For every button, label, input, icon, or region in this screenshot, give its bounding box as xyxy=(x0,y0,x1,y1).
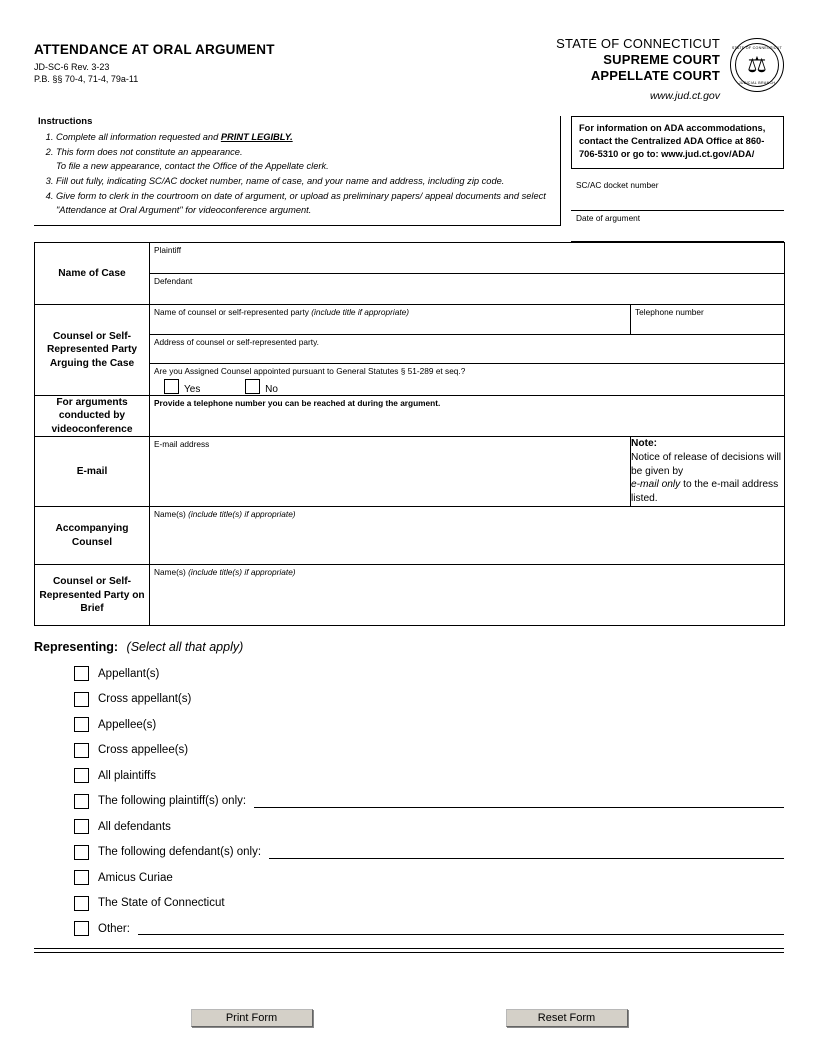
footer-divider xyxy=(34,948,784,953)
instruction-emphasis: PRINT LEGIBLY. xyxy=(220,131,293,142)
print-form-button[interactable]: Print Form xyxy=(191,1009,313,1027)
plaintiffs-fill-line[interactable] xyxy=(254,795,784,808)
videoconference-prompt: Provide a telephone number you can be reached at during the argument. xyxy=(154,398,441,409)
instruction-item-3: 3. Fill out fully, indicating SC/AC docket number, name of case, and your name and address, including zip code. xyxy=(56,174,554,188)
label-counsel-on-brief: Counsel or Self-Represented Party on Brief xyxy=(35,565,150,626)
judicial-seal-icon xyxy=(730,38,784,92)
accompanying-counsel-label: Name(s) (include title(s) if appropriate) xyxy=(154,509,296,520)
form-header xyxy=(34,36,784,102)
scales-of-justice-icon: ⚖ xyxy=(747,52,767,77)
checkbox-icon[interactable] xyxy=(74,896,89,911)
checkbox-icon[interactable] xyxy=(74,921,89,936)
table-row-accompanying-counsel xyxy=(35,507,785,565)
label-name-of-case: Name of Case xyxy=(35,243,150,305)
list-item[interactable] xyxy=(74,921,784,936)
plaintiff-label: Plaintiff xyxy=(154,245,182,256)
assigned-counsel-question xyxy=(150,364,785,396)
website-url: www.jud.ct.gov xyxy=(649,89,720,102)
instruction-item-2 xyxy=(56,145,554,173)
email-note-title: Note: xyxy=(631,437,658,449)
checkbox-icon[interactable] xyxy=(74,692,89,707)
instruction-item-2-sub: To file a new appearance, contact the Office of the Appellate clerk. xyxy=(56,160,329,171)
header-left xyxy=(34,36,275,85)
representing-title: Representing: xyxy=(34,640,119,655)
page-title: ATTENDANCE AT ORAL ARGUMENT xyxy=(34,42,275,57)
list-item[interactable] xyxy=(74,794,784,809)
option-label: Cross appellant(s) xyxy=(98,693,192,706)
checkbox-icon[interactable] xyxy=(74,743,89,758)
checkbox-icon[interactable] xyxy=(74,666,89,681)
option-label: The following plaintiff(s) only: xyxy=(98,795,247,808)
checkbox-icon[interactable] xyxy=(164,379,179,394)
seal-top-text: STATE OF CONNECTICUT xyxy=(731,45,783,50)
instructions-row xyxy=(34,116,784,243)
assigned-counsel-label: Are you Assigned Counsel appointed pursuant to General Statutes § 51-289 et seq.? xyxy=(154,366,466,377)
label-accompanying-counsel: Accompanying Counsel xyxy=(35,507,150,565)
table-row-counsel-name xyxy=(35,305,785,335)
instructions-title: Instructions xyxy=(38,115,93,127)
plaintiff-field[interactable] xyxy=(150,243,785,274)
defendant-label: Defendant xyxy=(154,276,193,287)
header-right-column xyxy=(561,116,784,243)
instructions-list xyxy=(34,130,554,218)
option-label: Cross appellee(s) xyxy=(98,744,189,757)
ada-notice: For information on ADA accommodations, contact the Centralized ADA Office at 860-706-5310 or go to: www.jud.ct.gov/ADA/ xyxy=(571,116,784,170)
defendants-fill-line[interactable] xyxy=(269,846,784,859)
counsel-phone-value xyxy=(631,317,784,319)
counsel-address-label: Address of counsel or self-represented party. xyxy=(154,337,319,348)
list-item[interactable] xyxy=(74,819,784,834)
label-email: E-mail xyxy=(35,436,150,506)
assigned-counsel-no-label: No xyxy=(265,384,278,396)
checkbox-icon[interactable] xyxy=(74,768,89,783)
email-note-text-2: to the e-mail address listed. xyxy=(631,479,779,505)
instruction-item-4: 4. Give form to clerk in the courtroom on date of argument, or upload as preliminary papers/ appeal documents and select "Attendance at Oral Argument" for videoconference argument. xyxy=(56,189,554,217)
checkbox-icon[interactable] xyxy=(74,870,89,885)
docket-number-label: SC/AC docket number xyxy=(576,180,659,191)
counsel-phone-field[interactable] xyxy=(631,305,785,335)
email-note-text-1: Notice of release of decisions will be given by xyxy=(631,451,782,477)
list-item[interactable] xyxy=(74,717,784,732)
counsel-address-value xyxy=(150,347,784,349)
accompanying-counsel-field[interactable] xyxy=(150,507,785,565)
court-identity xyxy=(556,36,720,102)
table-row-counsel-on-brief xyxy=(35,565,785,626)
docket-number-field[interactable] xyxy=(571,178,784,211)
court-appellate: APPELLATE COURT xyxy=(590,68,720,84)
option-label: Appellant(s) xyxy=(98,667,160,680)
reset-form-button[interactable]: Reset Form xyxy=(506,1009,628,1027)
checkbox-icon[interactable] xyxy=(74,794,89,809)
list-item[interactable] xyxy=(74,870,784,885)
date-of-argument-field[interactable] xyxy=(571,211,784,242)
list-item[interactable] xyxy=(74,896,784,911)
email-address-value xyxy=(150,449,630,451)
table-row-name-of-case xyxy=(35,243,785,274)
accompanying-counsel-value xyxy=(150,519,784,521)
header-right xyxy=(556,36,784,102)
date-of-argument-label: Date of argument xyxy=(576,213,641,224)
representing-options xyxy=(34,666,784,936)
email-address-field[interactable] xyxy=(150,436,631,506)
label-counsel-arguing: Counsel or Self-Represented Party Arguing the Case xyxy=(35,305,150,396)
counsel-name-field[interactable] xyxy=(150,305,631,335)
other-fill-line[interactable] xyxy=(138,922,784,935)
form-table xyxy=(34,242,785,626)
assigned-counsel-options xyxy=(150,379,784,395)
checkbox-icon[interactable] xyxy=(74,819,89,834)
option-label: Amicus Curiae xyxy=(98,871,173,884)
instructions-box xyxy=(34,116,561,226)
form-number: JD-SC-6 Rev. 3-23 xyxy=(34,62,110,72)
checkbox-icon[interactable] xyxy=(74,717,89,732)
instruction-item-1: 1. Complete all information requested and PRINT LEGIBLY. xyxy=(56,130,554,144)
counsel-on-brief-value xyxy=(150,577,784,579)
email-address-label: E-mail address xyxy=(154,438,210,449)
representing-section xyxy=(34,640,784,936)
list-item[interactable] xyxy=(74,743,784,758)
videoconference-phone-value xyxy=(150,408,784,410)
form-actions xyxy=(34,1009,784,1027)
option-label: The State of Connecticut xyxy=(98,897,225,910)
assigned-counsel-yes[interactable] xyxy=(164,379,200,395)
option-label: All plaintiffs xyxy=(98,769,156,782)
option-label: Other: xyxy=(98,922,130,935)
list-item[interactable] xyxy=(74,692,784,707)
counsel-name-value xyxy=(150,317,630,319)
list-item[interactable] xyxy=(74,666,784,681)
list-item[interactable] xyxy=(74,845,784,860)
defendant-field[interactable] xyxy=(150,274,785,305)
instruction-item-2-text: This form does not constitute an appearance. xyxy=(56,146,243,157)
option-label: All defendants xyxy=(98,820,171,833)
representing-subtitle: (Select all that apply) xyxy=(126,640,244,655)
state-name: STATE OF CONNECTICUT xyxy=(556,36,720,51)
label-videoconference: For arguments conducted by videoconference xyxy=(35,396,150,437)
table-row-email xyxy=(35,436,785,506)
counsel-name-label: Name of counsel or self-represented party (include title if appropriate) xyxy=(154,307,410,318)
email-note-emphasis: e-mail only xyxy=(631,479,681,491)
form-rules: P.B. §§ 70-4, 71-4, 79a-11 xyxy=(34,74,139,85)
option-label: The following defendant(s) only: xyxy=(98,846,262,859)
checkbox-icon[interactable] xyxy=(245,379,260,394)
seal-bottom-text: JUDICIAL BRANCH xyxy=(738,80,776,85)
table-row-videoconference xyxy=(35,396,785,437)
option-label: Appellee(s) xyxy=(98,718,157,731)
assigned-counsel-yes-label: Yes xyxy=(184,384,201,396)
defendant-value xyxy=(150,286,784,288)
counsel-phone-label: Telephone number xyxy=(635,307,704,318)
videoconference-phone-field[interactable] xyxy=(150,396,785,437)
assigned-counsel-no[interactable] xyxy=(245,379,278,395)
counsel-on-brief-field[interactable] xyxy=(150,565,785,626)
plaintiff-value xyxy=(150,255,784,257)
counsel-on-brief-label: Name(s) (include title(s) if appropriate) xyxy=(154,567,296,578)
counsel-address-field[interactable] xyxy=(150,335,785,364)
court-supreme: SUPREME COURT xyxy=(603,52,720,67)
checkbox-icon[interactable] xyxy=(74,845,89,860)
list-item[interactable] xyxy=(74,768,784,783)
email-note xyxy=(631,436,785,506)
